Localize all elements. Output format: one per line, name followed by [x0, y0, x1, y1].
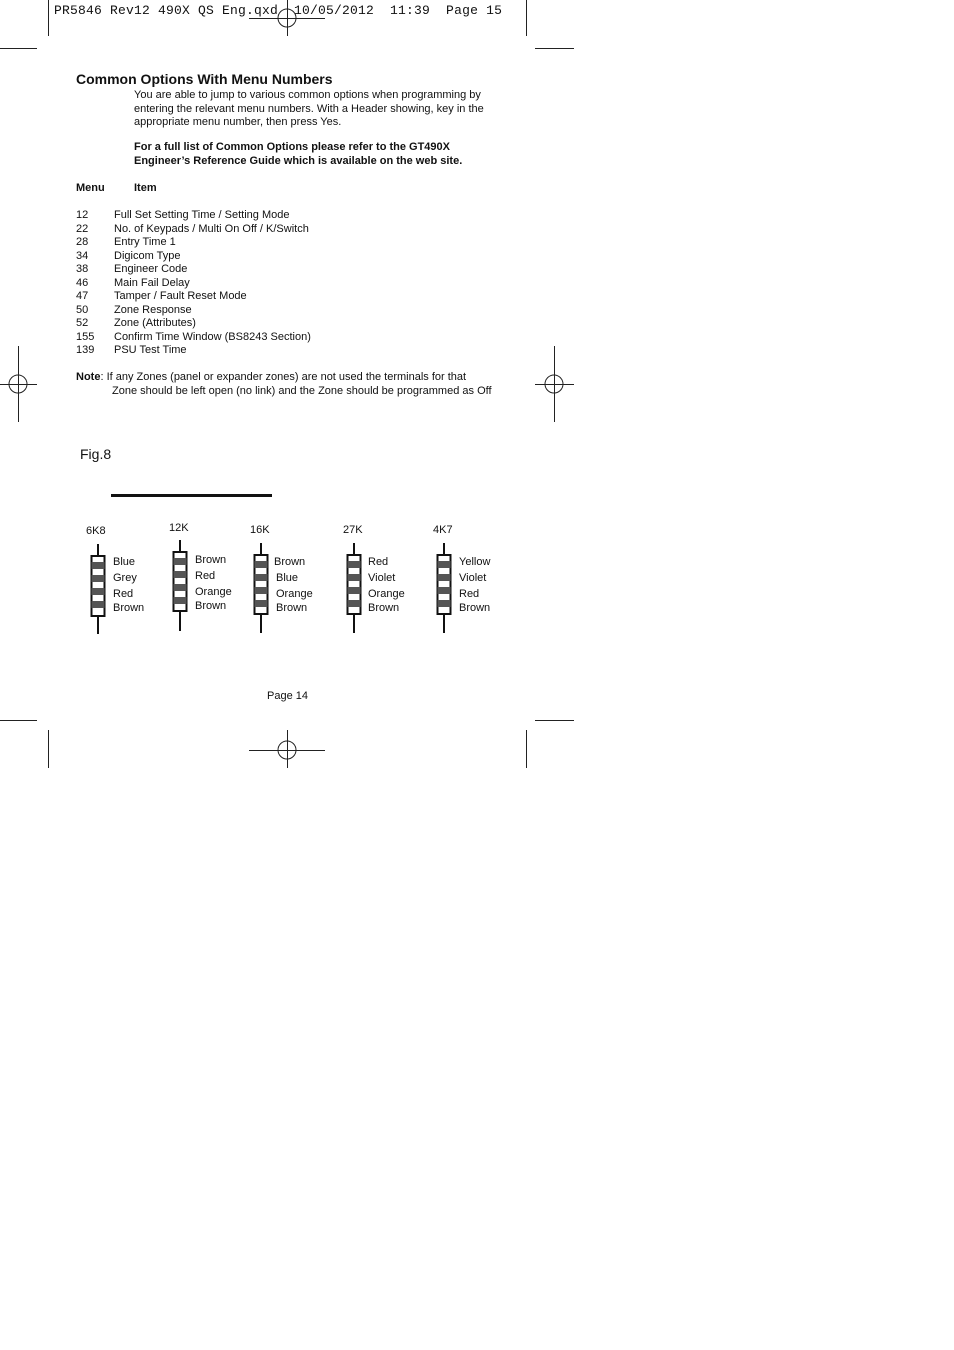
resistor-value-label: 16K: [250, 524, 270, 536]
menu-item-label: No. of Keypads / Multi On Off / K/Switch: [114, 222, 309, 235]
note-line: Zone should be left open (no link) and the Zone should be programmed as Off: [112, 385, 492, 397]
resistor-value-label: 4K7: [433, 524, 453, 536]
intro-line: You are able to jump to various common options when programming by: [134, 89, 481, 101]
band-color: Brown: [368, 602, 400, 614]
menu-item-label: PSU Test Time: [114, 344, 187, 356]
item-column-header: Item: [134, 182, 157, 194]
menu-number: 12: [76, 209, 89, 221]
section-heading: Common Options With Menu Numbers: [76, 71, 333, 87]
band-color: Brown: [113, 602, 145, 614]
resistor-value-label: 27K: [343, 524, 363, 536]
band-list: [113, 555, 144, 616]
menu-number: 52: [76, 317, 89, 329]
band-color: Blue: [113, 556, 136, 568]
menu-column-header: Menu: [76, 182, 105, 194]
reference-line: Engineer’s Reference Guide which is available on the web site.: [134, 154, 463, 167]
menu-item-label: Engineer Code: [114, 263, 188, 275]
menu-number: 47: [76, 290, 89, 302]
menu-number: 34: [76, 249, 89, 262]
menu-number: 38: [76, 263, 89, 275]
band-color: Red: [195, 570, 216, 582]
menu-number: 155: [76, 330, 95, 343]
menu-item-label: Entry Time 1: [114, 236, 176, 248]
reference-line: For a full list of Common Options please refer to the GT490X: [134, 141, 450, 153]
reference-paragraph: [134, 141, 514, 168]
band-color: Brown: [195, 554, 227, 566]
note: [76, 370, 516, 398]
band-list: [368, 555, 405, 616]
resistor-symbol: [251, 543, 271, 634]
band-color: Blue: [276, 572, 299, 584]
figure-rule: [111, 494, 272, 497]
resistor-value-label: 6K8: [86, 525, 106, 537]
menu-number: 139: [76, 344, 95, 356]
band-color: Orange: [195, 586, 232, 598]
band-color: Brown: [195, 600, 227, 612]
band-color: Violet: [459, 572, 487, 584]
menu-item-label: Digicom Type: [114, 249, 181, 262]
resistor-symbol: [434, 543, 454, 634]
menu-item-label: Tamper / Fault Reset Mode: [114, 290, 247, 302]
menu-item-label: Full Set Setting Time / Setting Mode: [114, 209, 290, 221]
intro-paragraph: [134, 89, 514, 130]
note-line: : If any Zones (panel or expander zones) are not used the terminals for that: [100, 371, 467, 383]
menu-item-label: Main Fail Delay: [114, 276, 190, 289]
menu-item-label: Confirm Time Window (BS8243 Section): [114, 330, 311, 343]
menu-item-label: Zone (Attributes): [114, 317, 196, 329]
band-color: Brown: [459, 602, 491, 614]
resistor-symbol: [344, 543, 364, 634]
resistor-symbol: [170, 540, 190, 632]
band-color: Red: [459, 588, 480, 600]
band-color: Orange: [368, 588, 405, 600]
band-color: Yellow: [459, 556, 491, 568]
menu-number: 46: [76, 276, 89, 289]
intro-line: appropriate menu number, then press Yes.: [134, 116, 342, 128]
band-color: Red: [113, 588, 134, 600]
note-label: Note: [76, 371, 101, 383]
band-color: Orange: [276, 588, 313, 600]
band-color: Brown: [274, 556, 306, 568]
band-color: Violet: [368, 572, 396, 584]
menu-number: 50: [76, 303, 89, 316]
band-color: Red: [368, 556, 389, 568]
band-list: [459, 555, 490, 616]
figure-label: Fig.8: [80, 446, 112, 462]
band-list: [274, 555, 313, 616]
menu-number: 22: [76, 222, 89, 235]
page-number: Page 14: [267, 690, 308, 702]
resistor-value-label: 12K: [169, 522, 189, 534]
band-color: Brown: [276, 602, 308, 614]
menu-number: 28: [76, 236, 89, 248]
intro-line: entering the relevant menu numbers. With a Header showing, key in the: [134, 102, 484, 115]
band-list: [195, 553, 232, 614]
resistor-symbol: [88, 544, 108, 636]
file-slug: PR5846 Rev12 490X QS Eng.qxd 10/05/2012 11:39 Page 15: [54, 3, 503, 18]
band-color: Grey: [113, 572, 137, 584]
menu-item-label: Zone Response: [114, 303, 192, 316]
